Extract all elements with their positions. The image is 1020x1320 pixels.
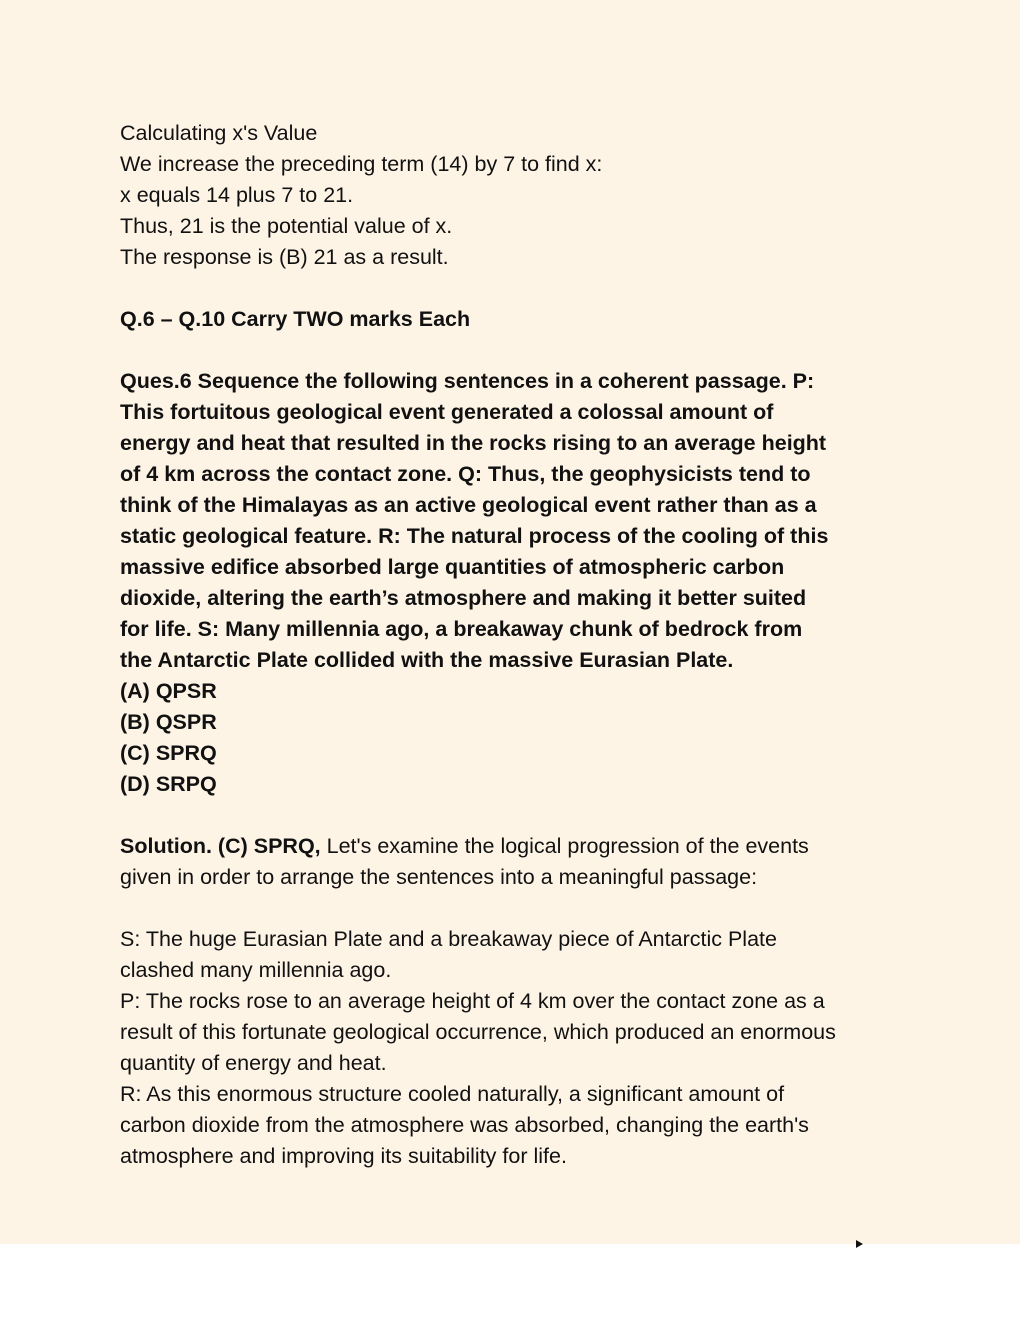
calc-heading: Calculating x's Value [120,121,318,145]
question-line: think of the Himalayas as an active geological event rather than as a [120,493,817,517]
step-s-line: S: The huge Eurasian Plate and a breakaway piece of Antarctic Plate [120,927,777,951]
step-r-line: R: As this enormous structure cooled naturally, a significant amount of [120,1082,785,1106]
section-heading: Q.6 – Q.10 Carry TWO marks Each [120,307,471,331]
option-a: (A) QPSR [120,679,217,703]
solution-label: Solution. (C) SPRQ, [120,834,321,858]
spacer [120,893,910,924]
mouse-cursor-icon [856,1240,863,1248]
calc-line: The response is (B) 21 as a result. [120,245,449,269]
option-c: (C) SPRQ [120,741,217,765]
page-content [120,118,910,1172]
question-line: of 4 km across the contact zone. Q: Thus, the geophysicists tend to [120,462,811,486]
step-p-line: P: The rocks rose to an average height of 4 km over the contact zone as a [120,989,825,1013]
step-s-line: clashed many millennia ago. [120,958,392,982]
question-line: the Antarctic Plate collided with the massive Eurasian Plate. [120,648,734,672]
option-d: (D) SRPQ [120,772,217,796]
question-line: static geological feature. R: The natural process of the cooling of this [120,524,829,548]
option-b: (B) QSPR [120,710,217,734]
question-line: energy and heat that resulted in the rocks rising to an average height [120,431,827,455]
previous-solution [120,118,910,273]
step-r-line: carbon dioxide from the atmosphere was absorbed, changing the earth's [120,1113,809,1137]
question-line: This fortuitous geological event generated a colossal amount of [120,400,774,424]
question-line: for life. S: Many millennia ago, a breakaway chunk of bedrock from [120,617,803,641]
spacer [120,800,910,831]
question-line: Ques.6 Sequence the following sentences in a coherent passage. P: [120,369,815,393]
spacer [120,273,910,304]
solution [120,831,910,1172]
step-p-line: result of this fortunate geological occurrence, which produced an enormous [120,1020,836,1044]
question-line: dioxide, altering the earth’s atmosphere and making it better suited [120,586,807,610]
solution-intro [120,831,910,862]
solution-intro-line: given in order to arrange the sentences into a meaningful passage: [120,865,758,889]
question-line: massive edifice absorbed large quantities of atmospheric carbon [120,555,785,579]
calc-line: Thus, 21 is the potential value of x. [120,214,453,238]
calc-line: We increase the preceding term (14) by 7 to find x: [120,152,603,176]
solution-intro-text: Let's examine the logical progression of the events [320,834,809,858]
step-p-line: quantity of energy and heat. [120,1051,387,1075]
calc-line: x equals 14 plus 7 to 21. [120,183,354,207]
question-6 [120,366,910,800]
step-r-line: atmosphere and improving its suitability for life. [120,1144,567,1168]
spacer [120,335,910,366]
